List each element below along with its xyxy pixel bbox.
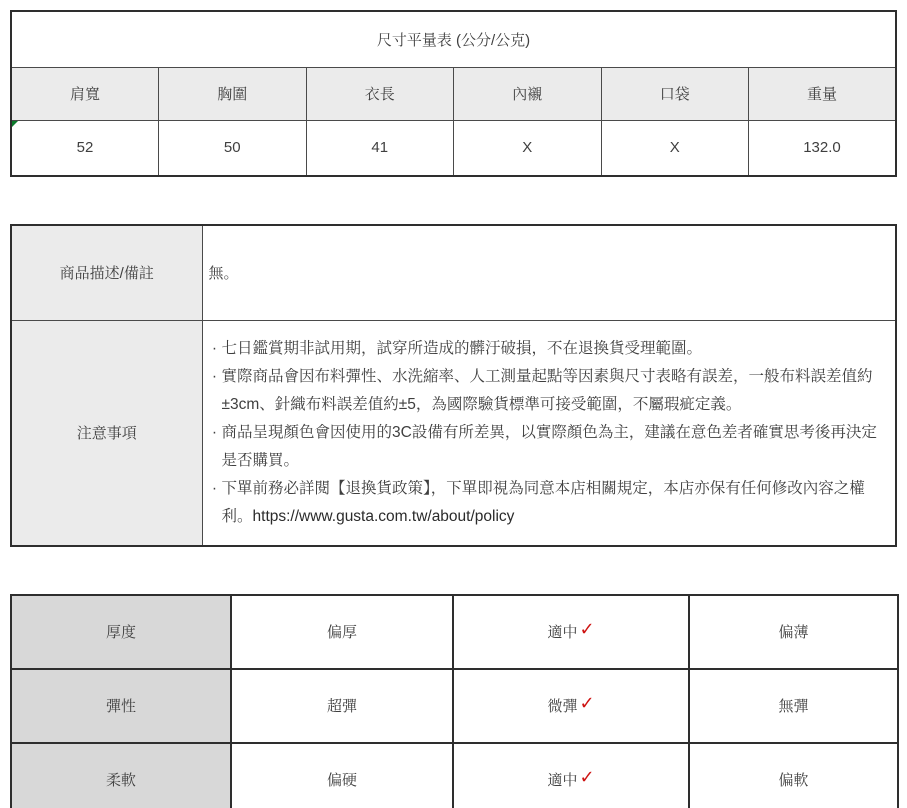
bullet-icon: · (211, 339, 218, 357)
note-item (208, 363, 882, 419)
column-header-weight: 重量 (749, 67, 897, 120)
table-row (11, 320, 896, 546)
attr-option-label: 適中 (547, 772, 578, 789)
value-pocket: X (669, 139, 680, 157)
table-row (11, 669, 898, 743)
check-icon: ✓ (579, 767, 595, 788)
attr-option: 無彈 (689, 669, 898, 743)
column-header-pocket: 口袋 (601, 67, 749, 120)
attr-label-thickness: 厚度 (11, 595, 231, 669)
size-measurement-table (10, 10, 897, 177)
value-cell-pocket (601, 120, 749, 176)
attr-option-selected (453, 595, 689, 669)
note-text (222, 475, 882, 531)
column-header-shoulder: 肩寬 (11, 67, 159, 120)
note-text: 商品呈現顏色會因使用的3C設備有所差異，以實際顏色為主，建議在意色差者確實思考後再決定是否購買。 (221, 423, 877, 469)
table-row (11, 120, 896, 176)
attribute-matrix-table (10, 594, 899, 808)
notes-content (202, 320, 896, 546)
attr-option: 偏硬 (231, 743, 453, 808)
column-header-chest: 胸圍 (159, 67, 307, 120)
value-chest: 50 (223, 139, 241, 157)
attr-option-selected (453, 669, 689, 743)
value-lining: X (522, 139, 533, 157)
value-cell-chest (159, 120, 307, 176)
table-row (11, 743, 898, 808)
note-text: 實際商品會因布料彈性、水洗縮率、人工測量起點等因素與尺寸表略有誤差，一般布料誤差值約±3cm、針織布料誤差值約±5，為國際驗貨標準可接受範圍，不屬瑕疵定義。 (221, 367, 873, 413)
table-row (11, 595, 898, 669)
attr-label-softness: 柔軟 (11, 743, 231, 808)
bullet-icon: · (211, 479, 218, 497)
note-text: 七日鑑賞期非試用期，試穿所造成的髒汙破損，不在退換貨受理範圍。 (221, 339, 703, 357)
value-cell-weight (749, 120, 897, 176)
value-cell-shoulder (11, 120, 159, 176)
table-row (11, 11, 896, 67)
table-row (11, 67, 896, 120)
description-notes-table (10, 224, 897, 547)
spacer (10, 547, 897, 594)
attr-option-label: 微彈 (547, 698, 578, 715)
description-content: 無。 (202, 225, 896, 320)
bullet-icon: · (211, 423, 218, 441)
notes-label: 注意事項 (11, 320, 202, 546)
attr-option-label: 適中 (547, 624, 578, 641)
bullet-icon: · (211, 367, 218, 385)
attr-option-selected (453, 743, 689, 808)
value-cell-lining (454, 120, 602, 176)
description-label: 商品描述/備註 (11, 225, 202, 320)
attr-option: 超彈 (231, 669, 453, 743)
size-table-title: 尺寸平量表 (公分/公克) (11, 11, 896, 67)
attr-option: 偏薄 (689, 595, 898, 669)
attr-option: 偏軟 (689, 743, 898, 808)
check-icon: ✓ (579, 693, 595, 714)
note-item (208, 335, 882, 363)
column-header-lining: 內襯 (454, 67, 602, 120)
value-shoulder: 52 (76, 139, 94, 157)
value-length: 41 (371, 139, 389, 157)
column-header-length: 衣長 (306, 67, 454, 120)
policy-url[interactable]: https://www.gusta.com.tw/about/policy (252, 507, 515, 525)
note-item (208, 475, 882, 531)
spacer (10, 177, 897, 224)
attr-option: 偏厚 (231, 595, 453, 669)
note-policy-text: 下單前務必詳閱【退換貨政策】，下單即視為同意本店相關規定，本店亦保有任何修改內容之權利。 (221, 479, 865, 525)
value-weight: 132.0 (803, 139, 841, 157)
table-row (11, 225, 896, 320)
value-cell-length (306, 120, 454, 176)
cell-corner-marker-icon (12, 121, 18, 127)
note-item (208, 419, 882, 475)
check-icon: ✓ (579, 619, 595, 640)
attr-label-elasticity: 彈性 (11, 669, 231, 743)
